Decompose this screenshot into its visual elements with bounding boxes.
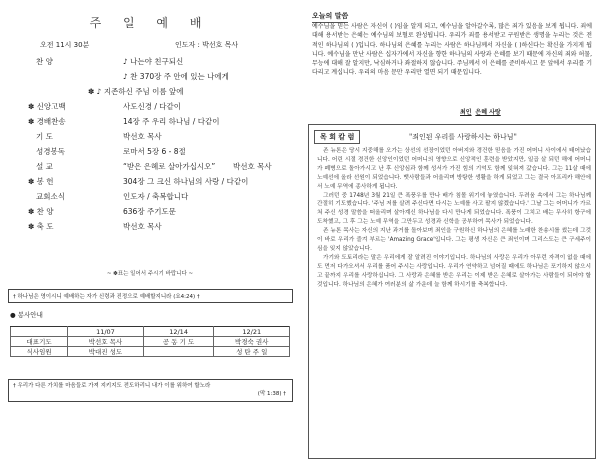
column-body	[317, 147, 591, 290]
column-paragraph: 존 뉴톤 목사는 자신의 지난 과거를 돌아보며 죄인을 구원하신 하나님의 은혜를 노래한 찬송시를 썼는데 그것이 바로 우리가 즐겨 부르는 'Amazing Grace'입니다. 그는 평생 자신은 큰 죄인이며 그리스도는 큰 구세주이심을 잊지 않았습니다.	[317, 228, 591, 252]
order-row: ✽ 봉 헌 304장 그 크신 하나님의 사랑 / 다같이	[28, 177, 249, 186]
today-word-heading: 오늘의 말씀	[312, 11, 348, 23]
order-row: 찬 양 ♪ 나는야 친구되신	[36, 57, 184, 66]
order-row: 설 교 “받은 은혜로 살아가십시오” 박선호 목사	[36, 162, 272, 171]
table-header-row: 11/07 12/14 12/21	[11, 327, 290, 337]
column-paragraph: 존 뉴톤은 당시 지중해를 오가는 상선의 선장이었던 아버지와 경건한 믿음을 가진 어머니 사이에서 태어났습니다. 어린 시절 경건한 신앙인이었던 어머니의 영향으로 신앙적인 훈련을 받았지만, 일곱 살 되던 해에 어머니가 폐병으로 돌아가시고 난 후 신앙심과 함께 성서가 가진 힘의 기억도 함께 잊혀져 갔습니다. 그는 11살 때에 노예선에 올라 선원이 되었습니다. 뱃사람들과 어울리며 방탕한 생활을 하게 되었고 그는 결국 아프리카 해안에서 노예 무역에 종사하게 됩니다.	[317, 148, 591, 190]
order-row: 기 도 박선호 목사	[36, 132, 162, 141]
standup-note: ~ ✽표는 일어서 주시기 바랍니다 ~	[106, 271, 194, 277]
pastor-column	[308, 124, 596, 459]
top-verse-box: † 하나님은 영이시니 예배하는 자가 신령과 진정으로 예배할지니라 (요4:24) †	[8, 289, 293, 303]
bottom-verse-box	[8, 379, 293, 402]
order-row: ✽ ♪ 지존하신 주님 이름 앞에	[88, 87, 184, 96]
bottom-verse-text: † 우리가 다른 가치를 마음들로 가져 지키지도 전도하리니 내가 이를 위하여 할노라	[13, 383, 211, 389]
column-paragraph: 가기와 도토리라는 말은 우리에게 잘 알려진 이야기입니다. 하나님의 사랑은 우리가 아무런 자격이 없을 때에도 먼저 다가오셔서 우리를 품어 주시는 사랑입니다. 우리가 연약하고 넘어질 때에도 하나님은 포기하지 않으시고 끝까지 우리를 사랑하십니다. 그 사랑과 은혜를 받은 우리는 이제 받은 은혜로 살아가는 사람들이 되어야 할 것입니다. 하나님의 은혜가 여러분의 삶 가운데 늘 함께 하시기를 축복합니다.	[317, 254, 591, 288]
order-row: ✽ 경배찬송 14장 주 우리 하나님 / 다같이	[28, 117, 220, 126]
column-title: "죄인된 우리를 사랑하시는 하나님"	[409, 133, 517, 141]
table-row: 식사임원 박대진 성도 성 탄 주 일	[11, 347, 290, 357]
service-table	[10, 326, 290, 357]
service-leader: 인도자 : 박선호 목사	[175, 41, 239, 49]
service-time: 오전 11시 30분	[40, 41, 90, 49]
table-row: 대표기도 박선호 목사 공 동 기 도 박경숙 권사	[11, 337, 290, 347]
bottom-verse-ref: (막 1:38) †	[257, 391, 286, 397]
order-row: ✽ 신앙고백 사도신경 / 다같이	[28, 102, 182, 111]
order-row: ♪ 찬 370장 주 안에 있는 나에게	[123, 72, 229, 81]
today-word-body: 예수님을 믿는 사람은 자신이 ( )임을 알게 되고, 예수님을 알아갈수록, 많은 죄가 있음을 보게 됩니다. 죄에 대해 용서받는 은혜는 예수님의 보혈로 완성됩니다. 우리가 죄를 용서받고 구원받은 생명을 누리는 것은 전적인 하나님의 ( )입니다. 하나님의 은혜를 누리는 사람은 하나님께서 자신을 ( )하신다는 확신을 가지게 됩니다. 예수님을 만난 사람은 십자가에서 자신을 향한 하나님의 사랑과 은혜를 보기 때문에 자신의 죄와 허물, 무능에 대해 잘 알지만, 낙심하거나 좌절하지 않습니다. 주님께서 이 은혜를 준비하시고 문 앞에서 우리를 기다리고 계십니다. 우리의 마음 문만 우리만 열면 되기 때문입니다.	[312, 23, 592, 77]
column-label: 목 회 칼 럼	[314, 130, 360, 144]
order-row: ✽ 축 도 박선호 목사	[28, 222, 162, 231]
service-title: 주 일 예 배	[89, 16, 211, 30]
order-row: ✽ 찬 양 636장 주기도문	[28, 207, 176, 216]
today-word-sign: 최인 은혜 사랑	[460, 109, 501, 116]
service-heading: ● 봉사안내	[10, 311, 43, 319]
column-paragraph: 그러던 중 1748년 3월 21일 큰 폭풍우를 만나 배가 침몰 위기에 놓였습니다. 두려움 속에서 그는 하나님께 간절히 기도했습니다. '주님 저를 살려 주신다면 다시는 노예를 사고 팔지 않겠습니다.' 그날 그는 어머니가 가르쳐 주신 성경 말씀을 떠올리며 살아계신 하나님을 다시 만나게 되었습니다. 폭풍이 그치고 배는 무사히 항구에 도착했고, 그 후 그는 노예 무역을 그만두고 성경과 신학을 공부하여 목사가 되었습니다.	[317, 192, 591, 226]
order-row: 교회소식 인도자 / 축복합니다	[36, 192, 189, 201]
order-row: 성경봉독 로마서 5장 6 - 8절	[36, 147, 186, 156]
order-of-worship	[28, 54, 288, 234]
